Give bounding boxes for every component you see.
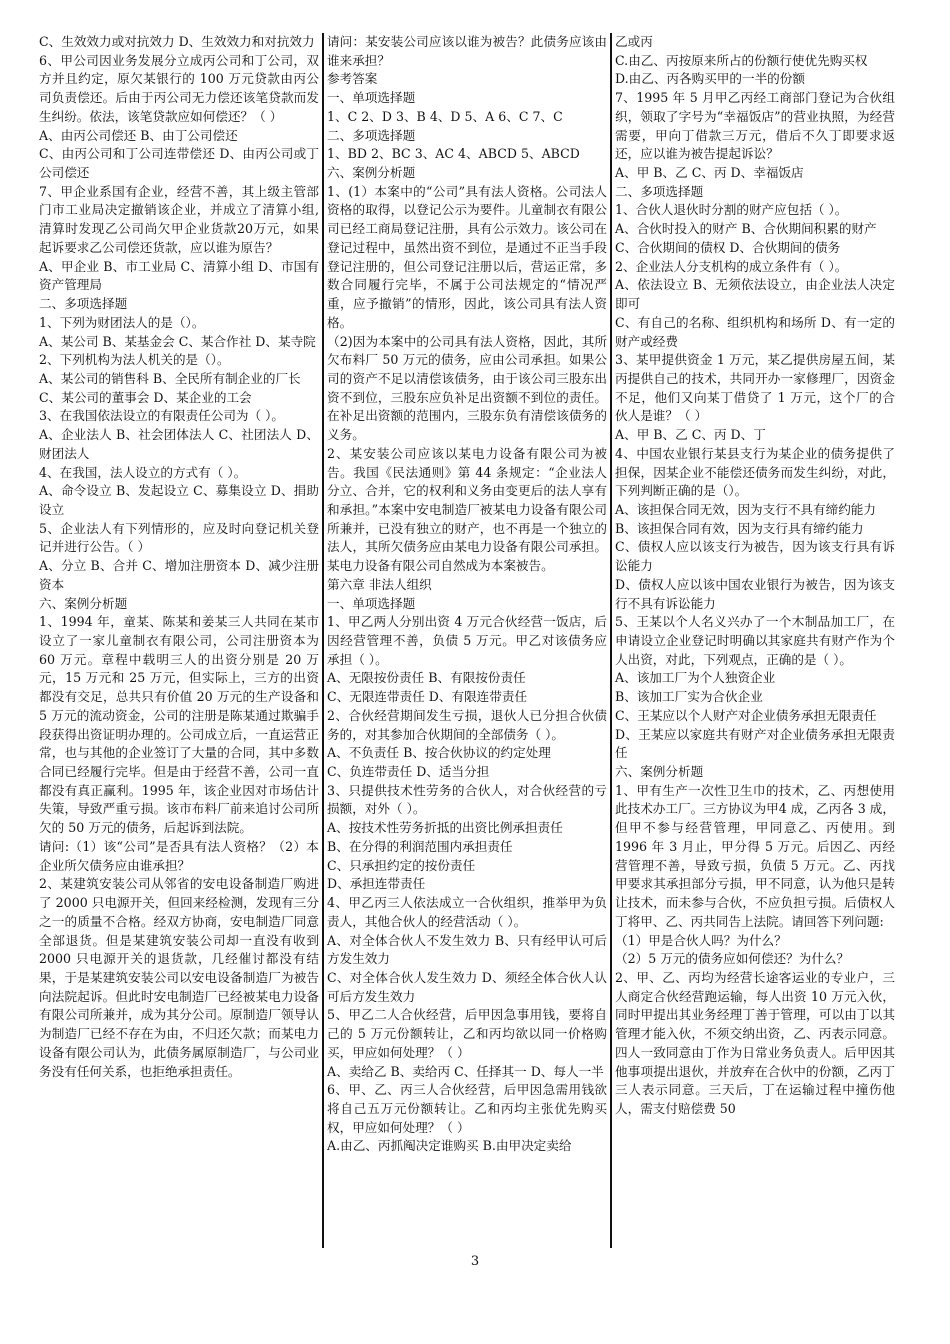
paragraph: C、王某应以个人财产对企业债务承担无限责任 [615,707,877,723]
paragraph: 6、甲公司因业务发展分立成丙公司和丁公司，双方并且约定，原欠某银行的 100 万元贷款由丙公司负责偿还。后由于丙公司无力偿还该笔贷款而发生纠纷。依法，该笔贷款应如何偿还？（ ） [39,52,319,124]
paragraph: A、某公司的销售科 B、全民所有制企业的厂长 [39,370,301,386]
paragraph: C、有自己的名称、组织机构和场所 D、有一定的财产或经费 [615,314,895,349]
paragraph: 2、企业法人分支机构的成立条件有（ ）。 [615,258,848,274]
paragraph: A.由乙、丙抓阄决定谁购买 B.由甲决定卖给 [327,1138,572,1154]
paragraph: B、该加工厂实为合伙企业 [615,689,763,705]
paragraph: 一、单项选择题 [327,90,416,106]
paragraph: 1、(1）本案中的“公司”具有法人资格。公司法人资格的取得，以登记公示为要件。儿童制衣有限公司已经工商局登记注册，具有公示效力。该公司在登记过程中，虽然出资不到位，是通过不正当手段登记注册的，但公司登记注册以后，营运正常，多数合同履行完毕，不属于公司法规定的“情况严重，应予撤销”的情形，因此，该公司具有法人资格。 [327,183,607,330]
paragraph: 六、案例分析题 [327,165,416,181]
paragraph: A、企业法人 B、社会团体法人 C、社团法人 D、财团法人 [39,427,319,461]
document-page [36,33,916,1248]
paragraph: 6、甲、乙、丙三人合伙经营，后甲因急需用钱欲将自己五万元份额转让。乙和丙均主张优先购买权，甲应如何处理？（ ） [327,1082,607,1135]
paragraph: C.由乙、丙按原来所占的份额行使优先购买权 [615,52,868,68]
text-column-left [36,33,322,1248]
paragraph: A、命令设立 B、发起设立 C、募集设立 D、捐助设立 [39,483,319,517]
paragraph: C、对全体合伙人发生效力 D、须经全体合伙人认可后方发生效力 [327,969,607,1004]
paragraph: 六、案例分析题 [39,595,128,611]
paragraph: 4、在我国，法人设立的方式有（ ）。 [39,464,247,480]
paragraph: 2、某建筑安装公司从邻省的安电设备制造厂购进了 2000 只电源开关，但回来经检测，发现有三分之一的质量不合格。经双方协商，安电制造厂同意全部退货。但是某建筑安装公司却一直没有收到 2000 只电源开关的退货款，几经催讨都没有结果，于是某建筑安装公司以安电设备制造厂为被告向法院起诉。但此时安电制造厂已经被某电力设备有限公司所兼并，成为其分公司。原制造厂领导认为制造厂已经不存在为由，不归还欠款；而某电力设备有限公司认为，此债务属原制造厂，与公司业务没有任何关系，也拒绝承担责任。 [39,876,319,1079]
paragraph: 2、某安装公司应该以某电力设备有限公司为被告。我国《民法通则》第 44 条规定：“企业法人分立、合并，它的权利和义务由变更后的法人享有和承担。”本案中安电制造厂被某电力设备有限公司所兼并，已没有独立的财产，也不再是一个独立的法人，其所欠债务应由某电力设备有限公司承担。某电力设备有限公司自然成为本案被告。 [327,445,607,574]
paragraph: 5、王某以个人名义兴办了一个木制品加工厂，在申请设立企业登记时明确以其家庭共有财产作为个人出资，对此，下列观点，正确的是（ ）。 [615,614,895,667]
paragraph: A、甲 B、乙 C、丙 D、幸福饭店 [615,165,804,181]
paragraph: D.由乙、丙各购买甲的一半的份额 [615,71,805,87]
paragraph: C、合伙期间的债权 D、合伙期间的债务 [615,239,841,255]
paragraph: 一、单项选择题 [327,595,416,611]
paragraph: （2）5 万元的债务应如何偿还？为什么？ [615,951,850,967]
paragraph: A、无限按份责任 B、有限按份责任 [327,670,526,686]
paragraph: 1、下列为财团法人的是（）。 [39,314,205,330]
paragraph: 乙或丙 [615,34,653,49]
paragraph: A、某公司 B、某基金会 C、某合作社 D、某寺院 [39,333,316,349]
paragraph: 请问:（1）该“公司”是否具有法人资格？（2）本企业所欠债务应由谁承担？ [39,838,319,873]
paragraph: A、该加工厂为个人独资企业 [615,670,776,686]
text-column-right [612,33,898,1248]
paragraph: A、该担保合同无效，因为支行不具有缔约能力 [615,501,876,517]
paragraph: （1）甲是合伙人吗？为什么？ [615,932,787,948]
text-column-middle [324,33,610,1248]
paragraph: 7、1995 年 5 月甲乙丙经工商部门登记为合伙组织，领取了字号为“幸福饭店”的营业执照，为经营需要，甲向丁借款三万元，借后不久丁即要求返还，应以谁为被告提起诉讼？ [615,90,895,162]
paragraph: 4、甲乙丙三人依法成立一合伙组织，推举甲为负责人，其他合伙人的经营活动（ ）。 [327,895,607,929]
paragraph: D、债权人应以该中国农业银行为被告，因为该支行不具有诉讼能力 [615,576,895,611]
paragraph: 5、甲乙二人合伙经营，后甲因急事用钱，要将自己的 5 万元份额转让，乙和丙均欲以同一价格购买，甲应如何处理？（ ） [327,1007,607,1060]
paragraph: 二、多项选择题 [615,183,704,199]
paragraph: D、承担连带责任 [327,876,426,892]
paragraph: 1、甲乙两人分别出资 4 万元合伙经营一饭店，后因经营管理不善，负债 5 万元。甲乙对该债务应承担（ ）。 [327,614,607,667]
paragraph: 3、在我国依法设立的有限责任公司为（ ）。 [39,408,284,424]
paragraph: C、某公司的董事会 D、某企业的工会 [39,389,252,405]
paragraph: C、由丙公司和丁公司连带偿还 D、由丙公司或丁公司偿还 [39,146,319,181]
paragraph: （2)因为本案中的公司具有法人资格，因此，其所欠布料厂 50 万元的债务，应由公司承担。如果公司的资产不足以清偿该债务，由于该公司三股东出资不到位，三股东应负补足出资额不到位的责任。在补足出资额的范围内，三股东负有清偿该债务的义务。 [327,333,607,443]
paragraph: 7、甲企业系国有企业，经营不善，其上级主管部门市工业局决定撤销该企业，并成立了清算小组,清算时发现乙公司尚欠甲企业货款20万元，如果起诉要求乙公司偿还货款，应以谁为原告？ [39,183,319,255]
paragraph: A、由丙公司偿还 B、由丁公司偿还 [39,127,238,143]
paragraph: A、分立 B、合并 C、增加注册资本 D、减少注册资本 [39,558,319,592]
paragraph: A、对全体合伙人不发生效力 B、只有经甲认可后方发生效力 [327,932,607,967]
paragraph: 1、甲有生产一次性卫生巾的技术，乙、丙想使用此技术办工厂。三方协议为甲4 成，乙丙各 3 成，但甲不参与经营管理，甲同意乙、丙使用。到 1996 年 3 月止，甲分得 5 万元。后因乙、丙经营管理不善，导致亏损，负债 5 万元。乙、丙找甲要求其承担部分亏损，甲不同意，认为他只是转让技术，而未参与合伙，不应负担亏损。后债权人丁将甲、乙、丙共同告上法院。请回答下列问题: [615,782,895,929]
paragraph: A、依法设立 B、无须依法设立，由企业法人决定即可 [615,277,895,312]
paragraph: A、不负责任 B、按合伙协议的约定处理 [327,745,551,761]
paragraph: C、负连带责任 D、适当分担 [327,764,490,780]
paragraph: 5、企业法人有下列情形的，应及时向登记机关登记并进行公告。（ ） [39,520,319,555]
page-number: 3 [470,1254,480,1269]
paragraph: 2、下列机构为法人机关的是（）。 [39,352,230,368]
paragraph: 二、多项选择题 [327,127,416,143]
paragraph: 1、1994 年，童某、陈某和姜某三人共同在某市设立了一家儿童制衣有限公司，公司注册资本为 60 万元。章程中载明三人的出资分别是 20 万元，15 万元和 25 万元，但实际上，三方的出资都没有交足，总共只有价值 20 万元的生产设备和 5 万元的流动资金，公司的注册是陈某通过欺骗手段获得出资证明办理的。公司成立后，一直运营正常，也与其他的企业签订了大量的合同，其中多数合同已经履行完毕。但是由于经营不善，公司一直都没有真正赢利。1995 年，该企业因对市场估计失策，导致严重亏损。该市布料厂前来追讨公司所欠的 50 万元的债务，后起诉到法院。 [39,614,319,836]
paragraph: A、甲 B、乙 C、丙 D、丁 [615,427,766,443]
paragraph: C、只承担约定的按份责任 [327,857,476,873]
paragraph: B、在分得的利润范围内承担责任 [327,838,513,854]
paragraph: 2、合伙经营期间发生亏损，退伙人已分担合伙债务的，对其参加合伙期间的全部债务（ ）。 [327,707,607,742]
paragraph: A、合伙时投入的财产 B、合伙期间积累的财产 [615,221,877,237]
paragraph: C、债权人应以该支行为被告，因为该支行具有诉讼能力 [615,539,895,574]
paragraph: 3、只提供技术性劳务的合伙人，对合伙经营的亏损额，对外（ ）。 [327,782,607,817]
paragraph: 请问：某安装公司应该以谁为被告？此债务应该由谁来承担？ [327,34,607,68]
paragraph: 3、某甲提供资金 1 万元，某乙提供房屋五间，某丙提供自己的技术，共同开办一家修理厂，因资金不足，他们又向某丁借贷了 1 万元，这个厂的合伙人是谁？（ ） [615,352,895,424]
paragraph: A、甲企业 B、市工业局 C、清算小组 D、市国有资产管理局 [39,258,319,293]
paragraph: 2、甲、乙、丙均为经营长途客运业的专业户，三人商定合伙经营跑运输，每人出资 10 万元入伙，同时甲提出其业务经理丁善于管理，可以由丁以其管理才能入伙，不须交纳出资，乙、丙表示同意。四人一致同意由丁作为日常业务负责人。后甲因其他事项提出退伙，并放弃在合伙中的份额，乙丙丁三人表示同意。三天后，丁在运输过程中撞伤他人，需支付赔偿费 50 [615,969,895,1116]
paragraph: 1、BD 2、BC 3、AC 4、ABCD 5、ABCD [327,146,580,162]
paragraph: D、王某应以家庭共有财产对企业债务承担无限责任 [615,726,895,761]
paragraph: C、生效效力或对抗效力 D、生效效力和对抗效力 [39,34,315,49]
paragraph: A、卖给乙 B、卖给丙 C、任择其一 D、每人一半 [327,1063,604,1079]
paragraph: 1、C 2、D 3、B 4、D 5、A 6、C 7、C [327,108,563,124]
paragraph: 1、合伙人退伙时分割的财产应包括（ ）。 [615,202,848,218]
paragraph: A、按技术性劳务折抵的出资比例承担责任 [327,820,563,836]
paragraph: B、该担保合同有效，因为支行具有缔约能力 [615,520,864,536]
paragraph: 参考答案 [327,71,378,87]
paragraph: 六、案例分析题 [615,764,704,780]
paragraph: C、无限连带责任 D、有限连带责任 [327,689,528,705]
paragraph: 二、多项选择题 [39,296,128,312]
paragraph: 第六章 非法人组织 [327,576,432,592]
paragraph: 4、中国农业银行某县支行为某企业的债务提供了担保，因某企业不能偿还债务而发生纠纷，对此，下列判断正确的是（）。 [615,445,895,499]
